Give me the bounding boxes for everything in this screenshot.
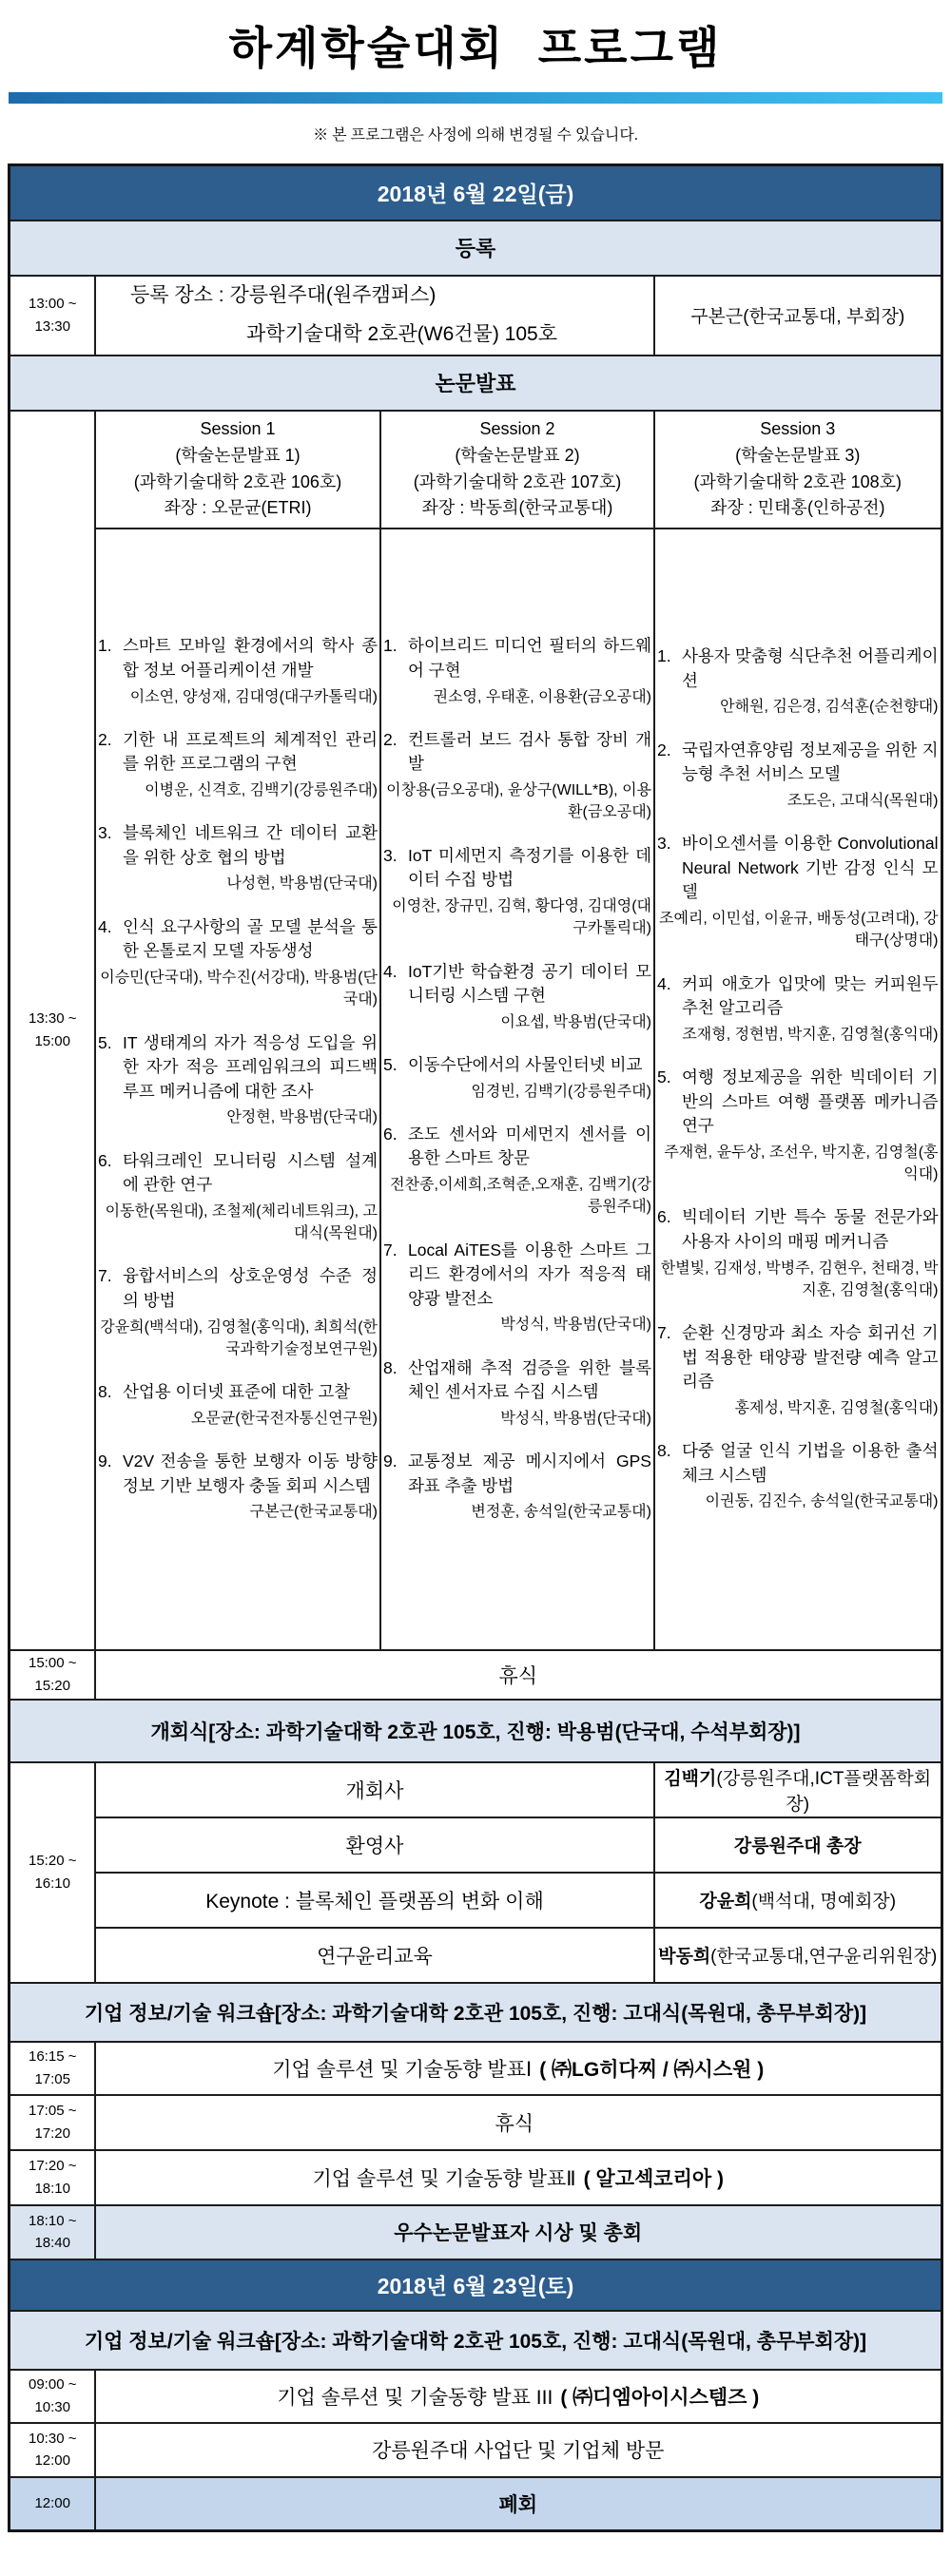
opening-row: [10, 1762, 941, 1817]
paper-authors: 조재형, 정현범, 박지훈, 김영철(홍익대): [682, 1026, 939, 1043]
paper-authors: 이승민(단국대), 박수진(서강대), 박용범(단국대): [100, 969, 378, 1009]
section-header-opening: 개회식[장소: 과학기술대학 2호관 105호, 진행: 박용범(단국대, 수석부회장)]: [10, 1700, 941, 1762]
opening-row: [10, 1817, 941, 1873]
workshop-item-label: 휴식: [95, 2095, 941, 2150]
paper-title: 9. V2V 전송을 통한 보행자 이동 방향 정보 기반 보행자 충돌 회피 시스템: [97, 1451, 378, 1495]
paper-title: 8. 산업용 이더넷 표준에 대한 고찰: [97, 1382, 351, 1402]
closing-row: [10, 2477, 941, 2531]
registration-place: [95, 276, 654, 356]
paper-item: [98, 915, 378, 1011]
paper-item: [98, 728, 378, 801]
paper-item: [657, 739, 939, 812]
break-label: 휴식: [95, 1650, 941, 1700]
paper-authors: 이권동, 김진수, 송석일(한국교통대): [705, 1493, 939, 1510]
time-cell: 13:30 ~ 15:00: [10, 411, 95, 1650]
registration-manager: 구본근(한국교통대, 부회장): [654, 276, 941, 356]
registration-place-line2: 과학기술대학 2호관(W6건물) 105호: [245, 322, 558, 345]
session-3-paper-list: [654, 529, 941, 1650]
paper-item: [657, 644, 939, 718]
workshop-row: [10, 2095, 941, 2150]
workshop-item-label: 기업 솔루션 및 기술동향 발표Ⅰ ( ㈜LG히다찌 / ㈜시스원 ): [95, 2042, 941, 2095]
session-3-header: Session 3 (학술논문발표 3) (과학기술대학 2호관 108호) 좌장 : 민태홍(인하공전): [654, 411, 941, 529]
program-change-note: ※ 본 프로그램은 사정에 의해 변경될 수 있습니다.: [313, 127, 638, 144]
paper-authors: 홍제성, 박지훈, 김영철(홍익대): [734, 1399, 939, 1416]
awards-row: [10, 2205, 941, 2259]
paper-authors: 이동한(목원대), 조철제(체리네트워크), 고대식(목원대): [105, 1202, 378, 1242]
paper-title: 3. 블록체인 네트워크 간 데이터 교환을 위한 상호 협의 방법: [97, 823, 378, 867]
paper-title: 1. 하이브리드 미디언 필터의 하드웨어 구현: [382, 636, 651, 680]
paper-authors: 이영찬, 장규민, 김혁, 황다영, 김대영(대구카톨릭대): [392, 897, 651, 937]
paper-authors: 전찬종,이세희,조혁준,오재훈, 김백기(강릉원주대): [390, 1176, 651, 1216]
paper-item: [383, 1123, 651, 1219]
paper-title: 1. 스마트 모바일 환경에서의 학사 종합 정보 어플리케이션 개발: [97, 636, 378, 680]
workshop-item-label: 기업 솔루션 및 기술동향 발표Ⅱ ( 알고섹코리아 ): [95, 2150, 941, 2205]
session-2-paper-list: [380, 529, 654, 1650]
paper-authors: 임경빈, 김백기(강릉원주대): [471, 1083, 651, 1100]
paper-title: 8. 다중 얼굴 인식 기법을 이용한 출석체크 시스템: [656, 1441, 939, 1485]
break-row: [10, 1650, 941, 1700]
section-header-workshop-day1: 기업 정보/기술 워크숍[장소: 과학기술대학 2호관 105호, 진행: 고대식(목원대, 총무부회장)]: [10, 1983, 941, 2042]
paper-authors: 박성식, 박용범(단국대): [500, 1410, 651, 1427]
paper-authors: 오문균(한국전자통신연구원): [190, 1410, 378, 1427]
paper-item: [383, 634, 651, 707]
paper-title: 1. 사용자 맞춤형 식단추천 어플리케이션: [656, 646, 939, 690]
paper-title: 4. IoT기반 학습환경 공기 데이터 모니터링 시스템 구현: [382, 961, 651, 1006]
paper-title: 6. 타워크레인 모니터링 시스템 설계에 관한 연구: [97, 1150, 378, 1195]
date-header-day2: 2018년 6월 23일(토): [10, 2259, 941, 2311]
session-1-header: Session 1 (학술논문발표 1) (과학기술대학 2호관 106호) 좌장 : 오문균(ETRI): [95, 411, 380, 529]
paper-item: [657, 1066, 939, 1185]
paper-title: 2. 기한 내 프로젝트의 체계적인 관리를 위한 프로그램의 구현: [97, 729, 378, 774]
paper-item: [383, 844, 651, 940]
paper-item: [657, 972, 939, 1046]
paper-title: 9. 교통정보 제공 메시지에서 GPS 좌표 추출 방법: [382, 1451, 651, 1495]
time-cell: 13:00 ~ 13:30: [10, 276, 95, 356]
paper-authors: 강윤희(백석대), 김영철(홍익대), 최희석(한국과학기술정보연구원): [100, 1318, 378, 1357]
paper-item: [383, 960, 651, 1033]
paper-item: [383, 1053, 651, 1103]
opening-item-person: 박동희(한국교통대,연구윤리위원장): [654, 1928, 941, 1983]
paper-title: 5. 여행 정보제공을 위한 빅데이터 기반의 스마트 여행 플랫폼 메카니즘 연구: [656, 1067, 939, 1136]
session-1-paper-list: [95, 529, 380, 1650]
opening-row: [10, 1928, 941, 1983]
paper-authors: 이요셉, 박용범(단국대): [500, 1013, 651, 1030]
opening-item-person: 강릉원주대 총장: [654, 1817, 941, 1873]
paper-item: [98, 1380, 378, 1430]
paper-title: 8. 산업재해 추적 검증을 위한 블록체인 센서자료 수집 시스템: [382, 1357, 651, 1402]
paper-authors: 이소연, 양성재, 김대영(대구카톨릭대): [129, 688, 378, 705]
section-header-workshop-day2: 기업 정보/기술 워크숍[장소: 과학기술대학 2호관 105호, 진행: 고대식(목원대, 총무부회장)]: [10, 2311, 941, 2370]
workshop-row: [10, 2370, 941, 2423]
title-divider-bar: [9, 92, 942, 104]
paper-item: [383, 1239, 651, 1336]
paper-title: 7. 융합서비스의 상호운영성 수준 정의 방법: [97, 1266, 378, 1310]
section-header-registration: 등록: [10, 221, 941, 276]
paper-title: 5. 이동수단에서의 사물인터넷 비교: [382, 1054, 643, 1074]
paper-title: 7. Local AiTES를 이용한 스마트 그리드 환경에서의 자가 적응적 태양광 발전소: [382, 1240, 651, 1308]
opening-item-label: Keynote : 블록체인 플랫폼의 변화 이해: [95, 1873, 654, 1928]
paper-title: 2. 국립자연휴양림 정보제공을 위한 지능형 추천 서비스 모델: [656, 740, 939, 784]
time-cell: 12:00: [10, 2477, 95, 2531]
awards-label: 우수논문발표자 시상 및 총회: [95, 2205, 941, 2259]
registration-row: [10, 276, 941, 356]
paper-authors: 권소영, 우태훈, 이용환(금오공대): [433, 688, 651, 705]
time-cell: 10:30 ~ 12:00: [10, 2423, 95, 2477]
opening-item-label: 연구윤리교육: [95, 1928, 654, 1983]
paper-title: 4. 인식 요구사항의 골 모델 분석을 통한 온톨로지 모델 자동생성: [97, 916, 378, 961]
time-cell: 16:15 ~ 17:05: [10, 2042, 95, 2095]
paper-title: 2. 컨트롤러 보드 검사 통합 장비 개발: [382, 729, 651, 774]
paper-authors: 한별빛, 김재성, 박병주, 김현우, 천태경, 박지훈, 김영철(홍익대): [660, 1259, 939, 1298]
paper-authors: 주재현, 윤두상, 조선우, 박지훈, 김영철(홍익대): [664, 1144, 939, 1183]
workshop-row: [10, 2150, 941, 2205]
paper-item: [98, 1264, 378, 1360]
time-cell: 17:05 ~ 17:20: [10, 2095, 95, 2150]
session-header-row: [10, 411, 941, 529]
opening-item-label: 환영사: [95, 1817, 654, 1873]
opening-item-person: 김백기(강릉원주대,ICT플랫폼학회장): [654, 1762, 941, 1817]
paper-authors: 안정현, 박용범(단국대): [226, 1109, 378, 1126]
paper-title: 6. 빅데이터 기반 특수 동물 전문가와 사용자 사이의 매핑 메커니즘: [656, 1207, 939, 1251]
workshop-company: ( ㈜LG히다찌 / ㈜시스원 ): [539, 2058, 765, 2081]
workshop-company: ( ㈜디엠아이시스템즈 ): [560, 2386, 760, 2409]
visit-label: 강릉원주대 사업단 및 기업체 방문: [95, 2423, 941, 2477]
paper-item: [98, 1450, 378, 1523]
paper-title: 3. IoT 미세먼지 측정기를 이용한 데이터 수집 방법: [382, 845, 651, 890]
page-title: 하계학술대회 프로그램: [228, 25, 723, 74]
time-cell: 15:00 ~ 15:20: [10, 1650, 95, 1700]
paper-authors: 조도은, 고대식(목원대): [786, 792, 939, 809]
paper-authors: 이창용(금오공대), 윤상구(WILL*B), 이용환(금오공대): [386, 781, 651, 821]
workshop-company: ( 알고섹코리아 ): [583, 2167, 724, 2190]
paper-item: [98, 1149, 378, 1245]
paper-item: [383, 1356, 651, 1430]
opening-item-person: 강윤희(백석대, 명예회장): [654, 1873, 941, 1928]
program-table: [8, 163, 942, 2532]
section-header-papers: 논문발표: [10, 356, 941, 411]
opening-item-label: 개회사: [95, 1762, 654, 1817]
paper-authors: 박성식, 박용범(단국대): [500, 1317, 651, 1334]
paper-authors: 이병운, 신격호, 김백기(강릉원주대): [145, 781, 378, 798]
workshop-item-label: 기업 솔루션 및 기술동향 발표 III ( ㈜디엠아이시스템즈 ): [95, 2370, 941, 2423]
time-cell: 15:20 ~ 16:10: [10, 1762, 95, 1983]
closing-label: 폐회: [95, 2477, 941, 2531]
paper-title: 3. 바이오센서를 이용한 Convolutional Neural Network 기반 감정 인식 모델: [656, 834, 939, 902]
paper-item: [383, 728, 651, 824]
paper-authors: 나성현, 박용범(단국대): [226, 875, 378, 893]
paper-authors: 안해원, 김은경, 김석훈(순천향대): [720, 699, 939, 716]
time-cell: 17:20 ~ 18:10: [10, 2150, 95, 2205]
session-2-header: Session 2 (학술논문발표 2) (과학기술대학 2호관 107호) 좌장 : 박동희(한국교통대): [380, 411, 654, 529]
paper-title: 5. IT 생태계의 자가 적응성 도입을 위한 자가 적응 프레임워크의 피드백 루프 메커니즘에 대한 조사: [97, 1032, 378, 1101]
paper-title: 4. 커피 애호가 입맛에 맞는 커피원두 추천 알고리즘: [656, 973, 939, 1018]
paper-item: [98, 821, 378, 894]
paper-title: 6. 조도 센서와 미세먼지 센서를 이용한 스마트 창문: [382, 1124, 651, 1168]
paper-authors: 변정훈, 송석일(한국교통대): [471, 1504, 651, 1521]
opening-row: [10, 1873, 941, 1928]
registration-place-line1: 등록 장소 : 강릉원주대(원주캠퍼스): [129, 283, 437, 306]
date-header-day1: 2018년 6월 22일(금): [10, 165, 941, 221]
paper-item: [657, 1439, 939, 1512]
papers-row: [10, 529, 941, 1650]
paper-title: 7. 순환 신경망과 최소 자승 회귀선 기법 적용한 태양광 발전량 예측 알고리즘: [656, 1323, 939, 1392]
paper-item: [657, 1205, 939, 1301]
visit-row: [10, 2423, 941, 2477]
paper-item: [657, 832, 939, 952]
time-cell: 09:00 ~ 10:30: [10, 2370, 95, 2423]
paper-item: [98, 634, 378, 707]
paper-item: [98, 1031, 378, 1129]
paper-item: [657, 1321, 939, 1419]
paper-authors: 조예리, 이민섭, 이윤규, 배동성(고려대), 강태구(상명대): [658, 910, 939, 950]
time-cell: 18:10 ~ 18:40: [10, 2205, 95, 2259]
paper-authors: 구본근(한국교통대): [249, 1504, 378, 1521]
paper-item: [383, 1450, 651, 1523]
workshop-row: [10, 2042, 941, 2095]
